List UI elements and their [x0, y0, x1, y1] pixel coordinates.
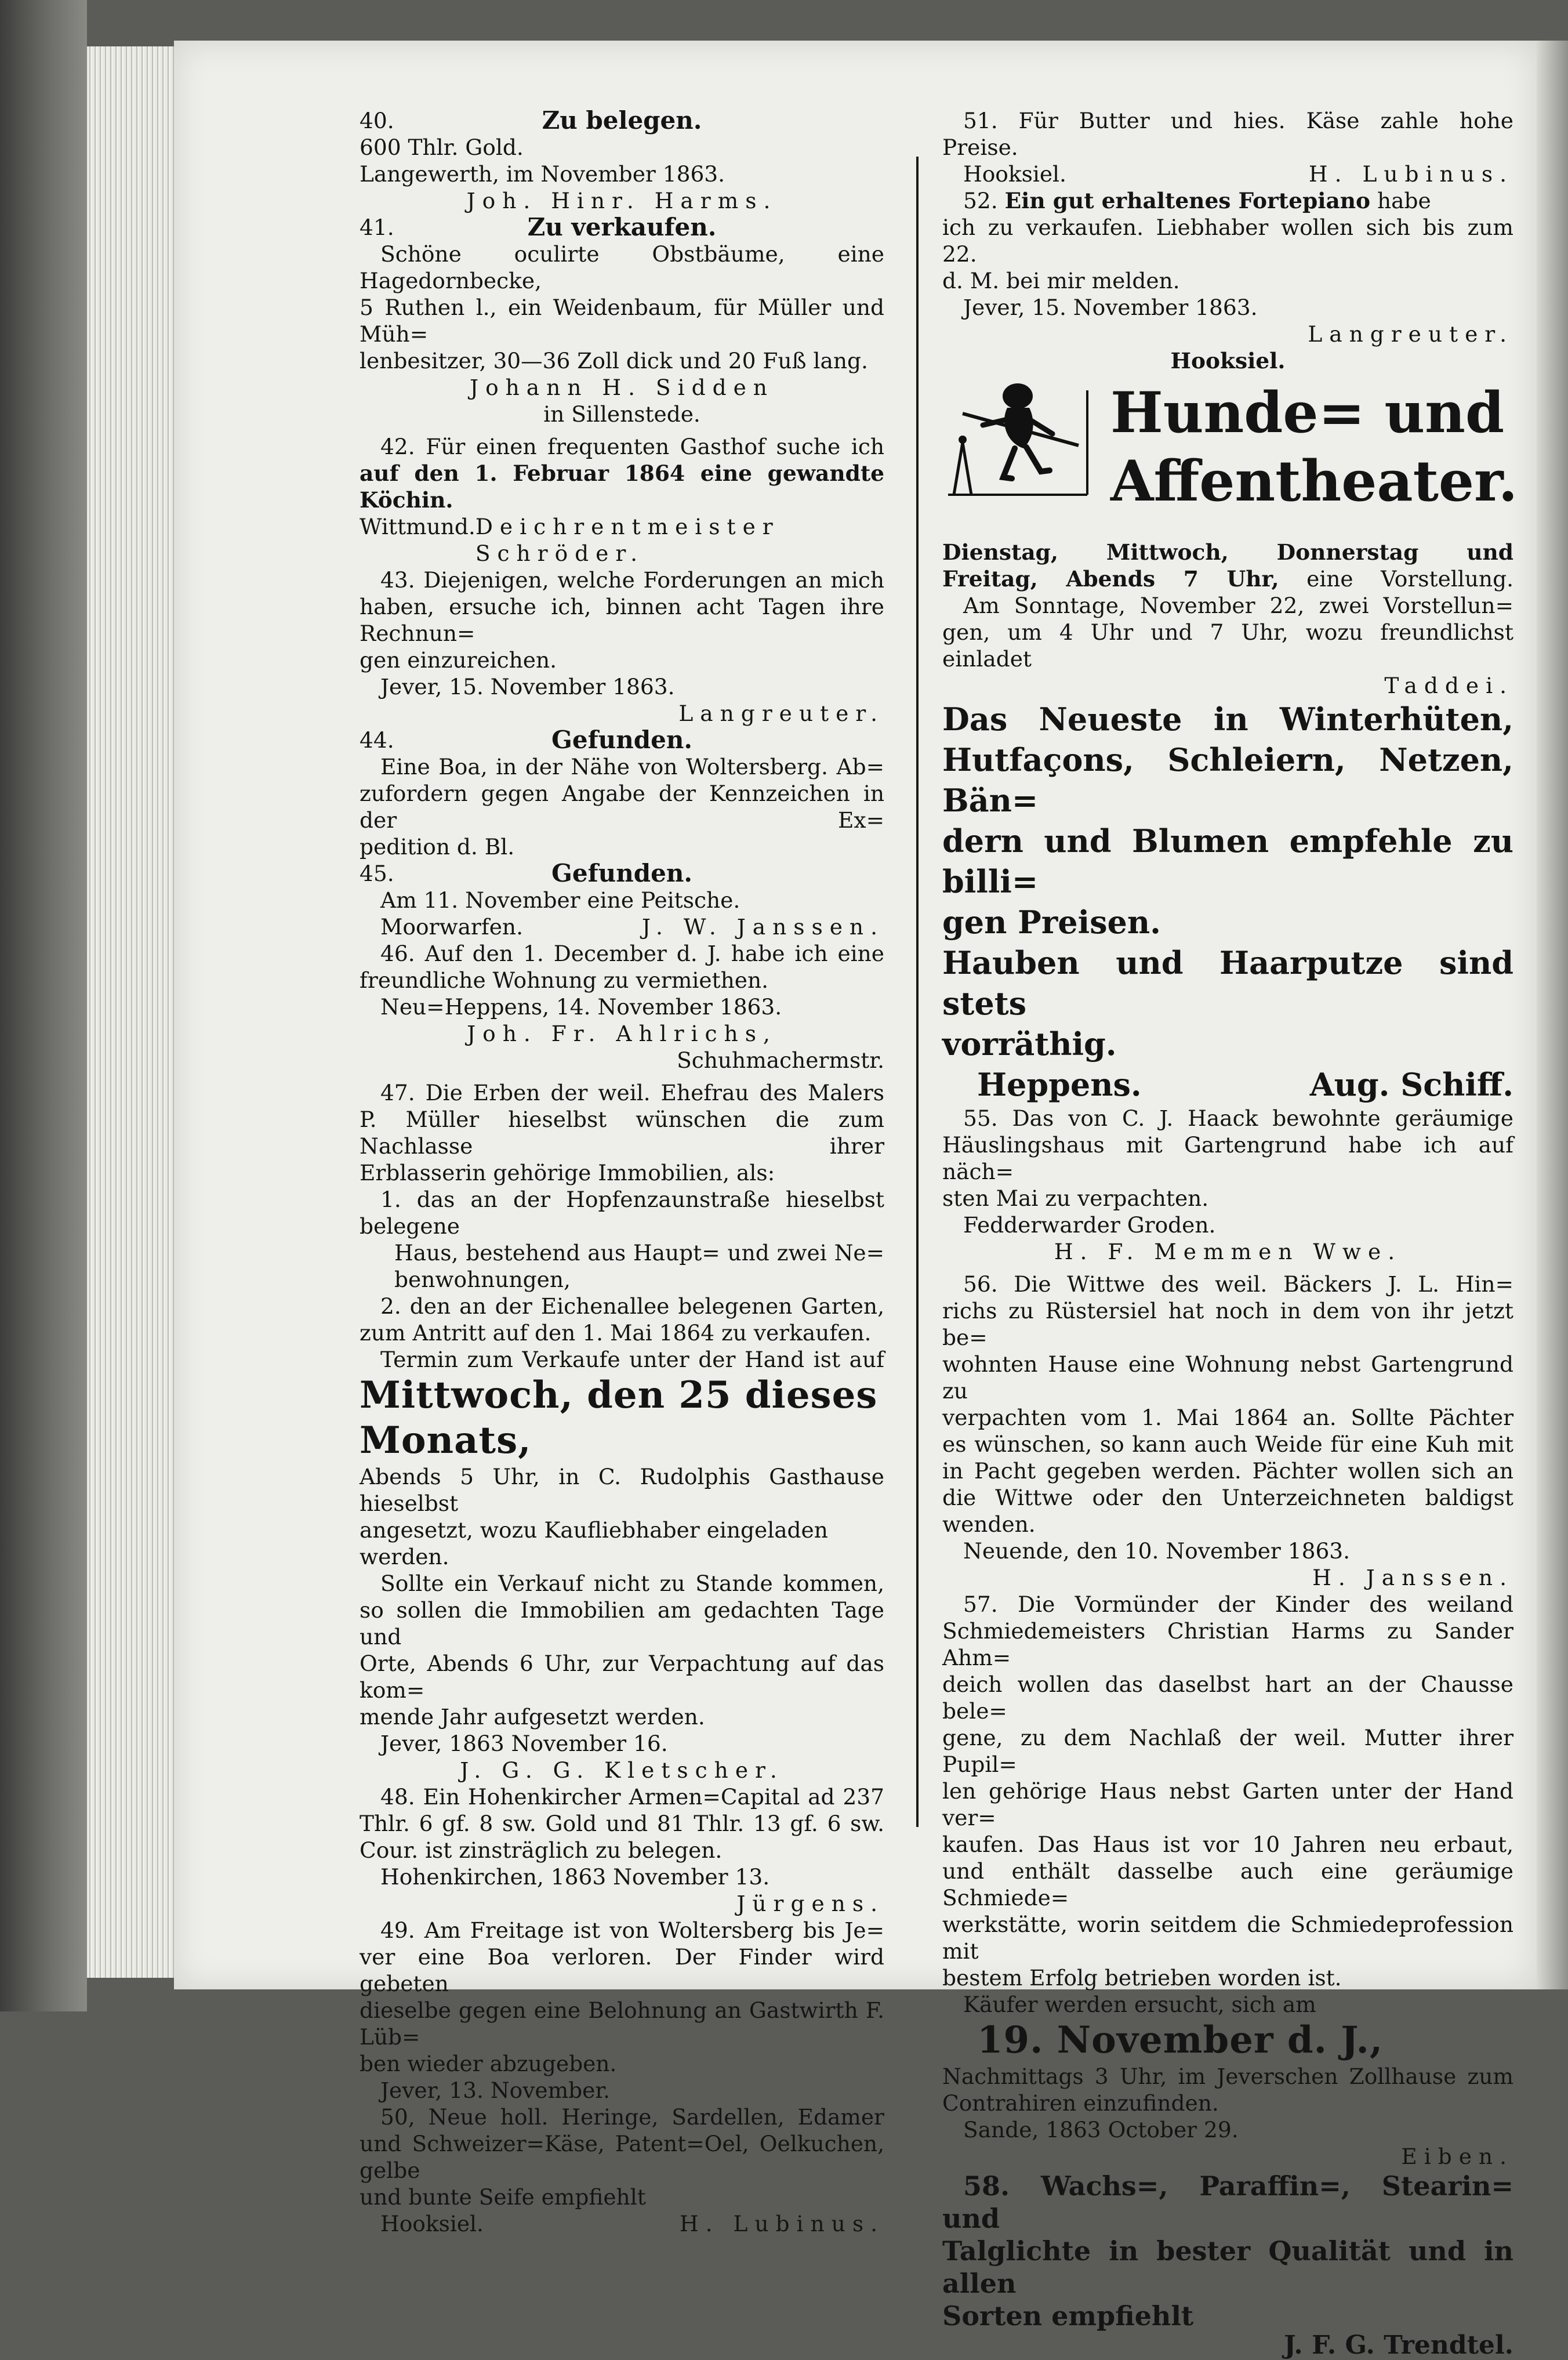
ad-55 — [942, 1105, 1513, 1265]
ad-place: Moorwarfen. — [380, 914, 524, 940]
ad-line: eine Vorstellung. — [1306, 566, 1513, 592]
ad-number: 44. — [360, 727, 394, 753]
ad-display-line: Das Neueste in Winterhüten, — [942, 701, 1513, 738]
ad-signature: H. F. Memmen Wwe. — [1054, 1239, 1402, 1264]
ad-line: Freitag, Abends 7 Uhr, — [942, 566, 1279, 592]
ad-line: ich zu verkaufen. Liebhaber wollen sich bis zum 22. — [942, 215, 1513, 267]
ad-signature: J. W. Janssen. — [641, 914, 884, 940]
ad-line: richs zu Rüstersiel hat noch in dem von ihr jetzt be= — [942, 1298, 1513, 1350]
ad-number: 40. — [360, 108, 394, 133]
ad-40 — [360, 107, 884, 214]
ad-49 — [360, 1917, 884, 2104]
ad-display-line: Hauben und Haarputze sind stets — [942, 944, 1513, 1022]
ad-signature: J. F. G. Trendtel. — [1284, 2330, 1513, 2360]
ad-line: 56. Die Wittwe des weil. Bäckers J. L. Hin= — [963, 1271, 1513, 1297]
page-shadow-edge — [1537, 41, 1568, 1989]
ad-46 — [360, 940, 884, 1074]
ad-line: 48. Ein Hohenkircher Armen=Capital ad 237 — [380, 1784, 884, 1810]
ad-line: sten Mai zu verpachten. — [942, 1186, 1209, 1211]
ad-line: ben wieder abzugeben. — [360, 2051, 617, 2076]
ad-line: dieselbe gegen eine Belohnung an Gastwirth F. Lüb= — [360, 1998, 884, 2050]
ad-list-item: 1. das an der Hopfenzaunstraße hieselbst belegene — [360, 1187, 884, 1239]
ad-signature: Taddei. — [1384, 673, 1513, 698]
ad-line: 5 Ruthen l., ein Weidenbaum, für Müller und Müh= — [360, 295, 884, 347]
ad-line: wohnten Hause eine Wohnung nebst Gartengrund zu — [942, 1351, 1513, 1404]
ad-display-line: gen Preisen. — [942, 904, 1161, 941]
ad-signature: Aug. Schiff. — [1309, 1066, 1513, 1103]
ad-54-hats — [942, 699, 1513, 1105]
ad-line: kaufen. Das Haus ist vor 10 Jahren neu erbaut, — [942, 1832, 1513, 1857]
ad-heading: Gefunden. — [551, 859, 692, 887]
ad-date: Jever, 15. November 1863. — [963, 295, 1258, 320]
ad-list-item: 2. den an der Eichenallee belegenen Garten, — [380, 1293, 884, 1319]
ad-line: in Pacht gegeben werden. Pächter wollen sich an — [942, 1458, 1513, 1484]
ad-display-line: 58. Wachs=, Paraffin=, Stearin= und — [942, 2170, 1513, 2234]
ad-line: lenbesitzer, 30—36 Zoll dick und 20 Fuß lang. — [360, 348, 868, 374]
ad-signature: H. Janssen. — [1312, 1565, 1513, 1590]
ad-signature: Johann H. Sidden — [470, 375, 774, 400]
ad-date: Jever, 15. November 1863. — [380, 674, 675, 699]
ad-place: Hooksiel. — [1170, 348, 1286, 374]
ad-line: gen einzureichen. — [360, 647, 557, 673]
ad-list-item: benwohnungen, — [394, 1267, 571, 1292]
ad-43 — [360, 567, 884, 727]
ad-line: Preise. — [942, 135, 1018, 160]
ad-date: Neuende, den 10. November 1863. — [963, 1538, 1351, 1564]
ad-line: so sollen die Immobilien am gedachten Tage und — [360, 1597, 884, 1650]
acrobat-monkey-illustration — [942, 379, 1099, 535]
ad-display-line: vorräthig. — [942, 1025, 1117, 1063]
ad-display-line: dern und Blumen empfehle zu billi= — [942, 822, 1513, 900]
ad-signer-title: Schuhmachermstr. — [677, 1047, 884, 1073]
ad-heading: Zu belegen. — [542, 106, 702, 135]
ad-place: Fedderwarder Groden. — [963, 1212, 1216, 1238]
ad-51 — [942, 107, 1513, 187]
ad-signature: Deichrentmeister Schröder. — [475, 514, 780, 566]
ad-place: Hooksiel. — [380, 2211, 484, 2236]
ad-line: Häuslingshaus mit Gartengrund habe ich auf näch= — [942, 1132, 1513, 1184]
ad-date: Sande, 1863 October 29. — [963, 2117, 1239, 2143]
ad-42 — [360, 433, 884, 567]
ad-line: und Schweizer=Käse, Patent=Oel, Oelkuchen, gelbe — [360, 2131, 884, 2183]
ad-line: len gehörige Haus nebst Garten unter der Hand ver= — [942, 1778, 1513, 1830]
ad-date: Jever, 13. November. — [380, 2078, 611, 2103]
ad-line: es wünschen, so kann auch Weide für eine Kuh mit — [942, 1431, 1513, 1457]
ad-line: und bunte Seife empfiehlt — [360, 2184, 646, 2210]
ad-line: Am 11. November eine Peitsche. — [380, 887, 741, 913]
ad-signature: H. Lubinus. — [679, 2211, 884, 2236]
ad-52 — [942, 187, 1513, 347]
ad-line: gen, um 4 Uhr und 7 Uhr, wozu freundlichst einladet — [942, 619, 1513, 672]
ad-heading: Ein gut erhaltenes Fortepiano — [1004, 188, 1371, 213]
ad-signature: Langreuter. — [1308, 321, 1513, 347]
ad-number: 41. — [360, 215, 394, 240]
ad-line: Termin zum Verkaufe unter der Hand ist auf — [380, 1347, 884, 1372]
ad-heading: Zu verkaufen. — [527, 213, 717, 241]
ad-53-theater — [942, 347, 1518, 699]
ad-line: Erblasserin gehörige Immobilien, als: — [360, 1160, 775, 1186]
ad-line: 600 Thlr. Gold. — [360, 135, 524, 160]
ad-45 — [360, 860, 884, 940]
ad-57 — [942, 1591, 1513, 2170]
ad-line: auf den 1. Februar 1864 eine gewandte Köchin. — [360, 461, 884, 513]
ad-line: Contrahiren einzufinden. — [942, 2090, 1219, 2116]
ad-line: 42. Für einen frequenten Gasthof suche ich — [380, 434, 884, 459]
left-column — [360, 107, 884, 2237]
ad-line: Nachmittags 3 Uhr, im Jeverschen Zollhause zum — [942, 2064, 1513, 2089]
ad-line: haben, ersuche ich, binnen acht Tagen ihre Rechnun= — [360, 594, 884, 646]
ad-number: 45. — [360, 861, 394, 886]
ad-line: Schmiedemeisters Christian Harms zu Sander Ahm= — [942, 1618, 1513, 1670]
ad-line: 50, Neue holl. Heringe, Sardellen, Edamer — [380, 2104, 884, 2130]
ad-line: Sollte ein Verkauf nicht zu Stande kommen, — [380, 1571, 884, 1596]
ad-58 — [942, 2170, 1513, 2359]
page-stack-edge — [87, 46, 174, 1978]
right-column — [942, 107, 1518, 2360]
ad-line: Eine Boa, in der Nähe von Woltersberg. Ab= — [380, 754, 884, 780]
ad-line: freundliche Wohnung zu vermiethen. — [360, 967, 769, 993]
ad-highlight: Mittwoch, den 25 dieses Monats, — [360, 1373, 878, 1462]
ad-signature: J. G. G. Kletscher. — [460, 1757, 784, 1783]
ad-line: Dienstag, Mittwoch, Donnerstag und — [942, 539, 1513, 565]
ad-line: Am Sonntage, November 22, zwei Vorstellun= — [963, 593, 1513, 618]
ad-place: Wittmund. — [360, 514, 476, 539]
ad-line: 43. Diejenigen, welche Forderungen an mich — [380, 567, 884, 593]
ad-display-line: Hutfaçons, Schleiern, Netzen, Bän= — [942, 741, 1513, 819]
ad-line: und enthält dasselbe auch eine geräumige Schmiede= — [942, 1858, 1513, 1911]
ad-number: 52. — [963, 188, 998, 213]
ad-line: Käufer werden ersucht, sich am — [963, 1992, 1316, 2017]
ad-line: 49. Am Freitage ist von Woltersberg bis Je= — [380, 1917, 884, 1943]
ad-signature: Langreuter. — [678, 701, 884, 726]
ad-date: Hohenkirchen, 1863 November 13. — [380, 1864, 770, 1890]
ad-line: mende Jahr aufgesetzt werden. — [360, 1704, 705, 1730]
ad-line: angesetzt, wozu Kaufliebhaber eingeladen werden. — [360, 1517, 828, 1569]
ad-line: gene, zu dem Nachlaß der weil. Mutter ihrer Pupil= — [942, 1725, 1513, 1777]
ad-line: Langewerth, im November 1863. — [360, 161, 725, 187]
ad-line: bestem Erfolg betrieben worden ist. — [942, 1965, 1342, 1991]
ad-line: d. M. bei mir melden. — [942, 268, 1180, 293]
ad-56 — [942, 1271, 1513, 1591]
ad-date: Neu=Heppens, 14. November 1863. — [380, 994, 782, 1020]
ad-place: Heppens. — [977, 1066, 1142, 1103]
ad-line: pedition d. Bl. — [360, 834, 515, 860]
ad-signature: H. Lubinus. — [1308, 161, 1513, 187]
ad-line: Thlr. 6 gf. 8 sw. Gold und 81 Thlr. 13 gf. 6 sw. — [360, 1811, 884, 1836]
book-cover-edge — [0, 0, 87, 2011]
ad-line: 57. Die Vormünder der Kinder des weiland — [963, 1592, 1513, 1617]
ad-line: verpachten vom 1. Mai 1864 an. Sollte Pächter — [942, 1405, 1513, 1430]
ad-list-item: Haus, bestehend aus Haupt= und zwei Ne= — [394, 1240, 884, 1266]
ad-47 — [360, 1079, 884, 1783]
theater-title: Hunde= und Affentheater. — [1110, 380, 1518, 514]
ad-place: Hooksiel. — [963, 161, 1066, 187]
ad-line: Cour. ist zinsträglich zu belegen. — [360, 1837, 723, 1863]
ad-line: 55. Das von C. J. Haack bewohnte geräumige — [963, 1105, 1513, 1131]
ad-line: deich wollen das daselbst hart an der Chausse bele= — [942, 1672, 1513, 1724]
ad-50 — [360, 2104, 884, 2237]
ad-44 — [360, 727, 884, 860]
ad-line: die Wittwe oder den Unterzeichneten baldigst wenden. — [942, 1485, 1513, 1537]
ad-line: zum Antritt auf den 1. Mai 1864 zu verkaufen. — [360, 1320, 872, 1346]
ad-highlight: 19. November d. J., — [977, 2018, 1384, 2062]
ad-line: 46. Auf den 1. December d. J. habe ich eine — [380, 941, 884, 966]
ad-line: ver eine Boa verloren. Der Finder wird gebeten — [360, 1944, 884, 1996]
ad-place: in Sillenstede. — [543, 401, 700, 427]
ad-line: Abends 5 Uhr, in C. Rudolphis Gasthause hieselbst — [360, 1464, 884, 1516]
ad-signature: Eiben. — [1401, 2144, 1513, 2169]
ad-signature: Joh. Hinr. Harms. — [466, 188, 778, 213]
ad-line: Orte, Abends 6 Uhr, zur Verpachtung auf das kom= — [360, 1651, 884, 1703]
ad-date: Jever, 1863 November 16. — [380, 1731, 668, 1756]
ad-line: 51. Für Butter und hies. Käse zahle hohe — [963, 108, 1513, 133]
ad-display-line: Talglichte in bester Qualität und in allen — [942, 2235, 1513, 2299]
column-rule — [916, 157, 919, 1827]
ad-line: habe — [1377, 188, 1431, 213]
ad-signature: Jürgens. — [736, 1891, 884, 1916]
ad-48 — [360, 1783, 884, 1917]
ad-heading: Gefunden. — [551, 726, 692, 754]
ad-line: werkstätte, worin seitdem die Schmiedeprofession mit — [942, 1912, 1513, 1964]
ad-41 — [360, 214, 884, 427]
ad-line: zufordern gegen Angabe der Kennzeichen in der Ex= — [360, 781, 884, 833]
ad-line: Schöne oculirte Obstbäume, eine Hagedornbecke, — [360, 241, 884, 293]
ad-display-line: Sorten empfiehlt — [942, 2300, 1194, 2332]
ad-line: 47. Die Erben der weil. Ehefrau des Malers — [380, 1080, 884, 1105]
ad-line: P. Müller hieselbst wünschen die zum Nachlasse ihrer — [360, 1107, 884, 1159]
ad-signature: Joh. Fr. Ahlrichs, — [467, 1021, 777, 1046]
